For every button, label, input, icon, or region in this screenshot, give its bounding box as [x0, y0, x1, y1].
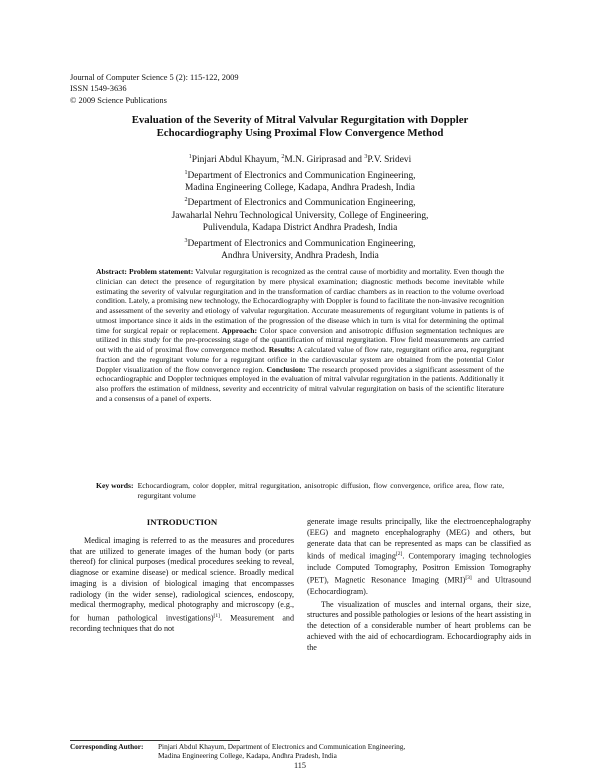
aff-2-line-1: Department of Electronics and Communication Engineering, [187, 198, 416, 209]
abstract [96, 267, 504, 404]
intro-p2-text: generate image results principally, like the electroencephalography (EEG) and magneto encephalography (MEG) and others, but generate data that can be represented as maps can be classified as kinds of medical imaging [307, 517, 531, 561]
affiliation-1 [110, 167, 490, 195]
aff-3-line-1: Department of Electronics and Communication Engineering, [187, 238, 416, 249]
corresponding-line-1: Pinjari Abdul Khayum, Department of Electronics and Communication Engineering, [158, 742, 406, 751]
keywords-text: Echocardiogram, color doppler, mitral regurgitation, anisotropic diffusion, flow convergence, orifice area, flow rate, regurgitant volume [137, 481, 504, 500]
journal-citation: Journal of Computer Science 5 (2): 115-122, 2009 [70, 73, 239, 82]
aff-1-line-2: Madina Engineering College, Kadapa, Andhra Pradesh, India [185, 183, 415, 194]
footnote-divider [70, 740, 240, 741]
aff-2-line-2: Jawaharlal Nehru Technological University, College of Engineering, [171, 211, 429, 221]
author-1-mark: 1 [188, 154, 192, 160]
aff-1-mark: 1 [184, 169, 188, 176]
abstract-label: Abstract: [96, 267, 127, 276]
affiliation-2 [110, 194, 490, 234]
intro-p1-text: Medical imaging is referred to as the measures and procedures that are utilized to generate images of the human body (or parts thereof) for clinical purposes (medical procedures seeking to reveal, diagnose or examine disease) or medical science. Broadly medical imaging is a division of biological imaging that encompasses radiology (in the wider sense), radiological sciences, endoscopy, medical thermography, medical photography and microscopy (e.g., for human pathological investigations) [70, 535, 294, 623]
author-3-mark: 3 [364, 154, 368, 160]
intro-p1-tail: . Measurement and recording techniques that do not [70, 613, 294, 634]
section-heading: INTRODUCTION [146, 517, 218, 527]
aff-3-mark: 3 [184, 237, 188, 244]
right-column [307, 517, 531, 653]
approach-text: Color space conversion and anisotropic diffusion segmentation techniques are utilized in this study for the pre-processing stage of the quantification of mitral regurgitation. Flow field measurements are carried out with the aid of proximal flow convergence method. [96, 325, 504, 354]
results-text: A calculated value of flow rate, regurgitant orifice area, regurgitant fraction and the regurgitant volume for a regurgitant orifice in the cardiovascular system are obtained from the potential Color Doppler visualization of the flow convergence region. [96, 345, 504, 374]
journal-info [70, 72, 239, 106]
conclusion-text: The research proposed provides a significant assessment of the echocardiographic and Doppler techniques employed in the evaluation of mitral valvular regurgitation in the patients. Additionally it also proffers the estimation of mildness, severity and eccentricity of mitral valvular regurgitation on basis of the scientific literature and a consensus of a panel of experts. [96, 364, 504, 403]
intro-p2-mid: . Contemporary imaging technologies include Computed Tomography, Positron Emission Tomography (PET), Magnetic Resonance Imaging (MRI) [307, 551, 532, 586]
author-names [110, 151, 490, 167]
corresponding-author [70, 742, 510, 761]
intro-paragraph-1 [70, 536, 294, 635]
aff-3-line-2: Andhra University, Andhra Pradesh, India [221, 251, 379, 262]
author-2-mark: 2 [281, 154, 285, 160]
author-3: P.V. Sridevi [367, 155, 412, 166]
intro-paragraph-3: The visualization of muscles and internal organs, their size, structures and possible pathologies or lesions of the heart assisting in the detection of a considerable number of heart problems can be achieved with the aid of echocardiogram. Echocardiography aids in the [307, 599, 531, 652]
journal-issn: ISSN 1549-3636 [70, 84, 127, 94]
corresponding-line-2: Madina Engineering College, Kadapa, Andhra Pradesh, India [158, 751, 337, 761]
problem-statement-text: Valvular regurgitation is recognized as the central cause of morbidity and mortality. Even though the clinician can detect the presence of regurgitation by mere physical examination; diagnostic methods become inevitable while estimating the severity of valvular regurgitation and in the transformation of cardiac chambers as in reaction to the volume overload condition. Lately, a promising new technology, the Echocardiography with Doppler is found to facilitate the non-invasive recognition and assessment of the severity and etiology of valvular regurgitation. Accurate measurements of regurgitant volume in patients is of utmost importance since it aids in the estimation of the progression of the disease which in turn is vital for determining the optimal time for surgical repair or replacement. [96, 267, 504, 335]
paper-title [80, 114, 520, 141]
page-number: 115 [294, 761, 306, 770]
keywords [96, 481, 504, 501]
citation-1: [1] [213, 613, 220, 619]
author-1: Pinjari Abdul Khayum, [191, 155, 282, 166]
intro-p2-tail: and Ultrasound (Echocardiogram). [307, 576, 531, 596]
author-block [110, 151, 490, 263]
author-2: M.N. Giriprasad and [284, 155, 365, 166]
title-line-1: Evaluation of the Severity of Mitral Valvular Regurgitation with Doppler [131, 114, 469, 126]
left-column [70, 517, 294, 635]
problem-statement-label: Problem statement: [129, 267, 194, 276]
citation-2: [2] [395, 551, 403, 558]
citation-3: [3] [465, 575, 472, 582]
affiliation-3 [110, 235, 490, 263]
approach-label: Approach: [221, 325, 257, 335]
intro-paragraph-2 [307, 517, 531, 598]
journal-copyright: © 2009 Science Publications [70, 95, 167, 105]
aff-2-line-3: Pulivendula, Kadapa District Andhra Pradesh, India [202, 223, 398, 234]
aff-1-line-1: Department of Electronics and Communication Engineering, [187, 170, 416, 181]
title-line-2: Echocardiography Using Proximal Flow Convergence Method [156, 127, 444, 140]
keywords-label: Key words: [96, 481, 134, 490]
conclusion-label: Conclusion: [266, 364, 306, 374]
corresponding-label: Corresponding Author: [70, 742, 144, 751]
aff-2-mark: 2 [184, 197, 188, 204]
results-label: Results: [268, 345, 296, 354]
